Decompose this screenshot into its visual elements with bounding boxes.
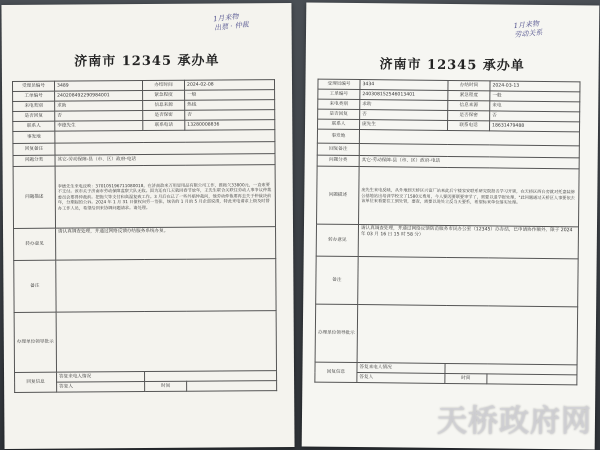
right-form-page	[302, 2, 600, 449]
label: 联系人	[318, 119, 360, 129]
form-title: 济南市 12345 承办单	[74, 53, 220, 70]
label: 答复来电人情况	[57, 372, 145, 383]
handwritten-line: 1月来物	[513, 19, 540, 31]
value: 其它-劳动保障-县（市、区）政府-电话	[55, 154, 275, 167]
value: 否	[360, 110, 448, 121]
label: 办理单位领导批示	[315, 304, 358, 362]
handwritten-line: 劳动关系	[514, 28, 543, 40]
label: 回复备注	[317, 143, 359, 155]
value: 请认真调查处理，并通过网络反馈防范服务市民办公室（12345）办办结，已申请协作额外，限于 2024 年 03 月 16 日 15 时 58 分）	[358, 225, 578, 259]
handwritten-line: 出票 · 仲裁	[213, 20, 250, 33]
value	[357, 305, 578, 365]
value	[358, 257, 578, 307]
value: 13280008836	[185, 120, 275, 131]
label: 联系人	[13, 121, 55, 131]
label: 受理员编号	[318, 79, 360, 89]
label: 回复信息	[315, 362, 357, 382]
value: 2024-02-08	[184, 80, 274, 91]
watermark-text: 天桥政府网	[437, 404, 592, 439]
label: 问题描述	[317, 166, 360, 224]
label: 联系电话	[143, 120, 185, 130]
value	[56, 259, 276, 313]
handwritten-line: 1月来物	[212, 12, 239, 24]
form-table	[12, 79, 277, 393]
label: 答复人	[357, 373, 445, 384]
value: 请认真调查处理，并通过网络反馈办结服务系统办复。	[56, 227, 276, 261]
label: 备注	[14, 260, 56, 312]
label: 受理员编号	[12, 81, 54, 91]
value	[487, 374, 577, 385]
value: 其它-劳动保障-县（市、区）政府-电话	[359, 156, 579, 169]
label: 信息来源	[448, 100, 490, 110]
value	[56, 311, 276, 373]
label: 问题分类	[317, 155, 359, 166]
label: 备注	[316, 256, 359, 304]
label: 回复备注	[13, 143, 55, 155]
value: 否	[490, 111, 580, 122]
value: 否	[55, 111, 143, 122]
label: 转办意见	[316, 224, 358, 256]
label: 事发地	[317, 129, 359, 143]
value: 3489	[54, 81, 142, 92]
left-form-page	[1, 3, 294, 449]
value: 240308152546013401	[360, 90, 448, 101]
value: 一般	[490, 91, 580, 102]
label: 工单编号	[13, 91, 55, 101]
label: 工单编号	[318, 89, 360, 99]
value: 求助	[360, 100, 448, 111]
label: 办结时间	[448, 80, 490, 90]
value: 庞先生	[360, 120, 448, 131]
value: 庞先生来电反映，从外地到天桥区兴富厂站来此后宁楼家安联系研究院报名学习开锁，在天桥区西台旁就对托盘装修公基地站出培训学校交了1580元费用，今人要因要联要审学了，需要以退学报处理，"此问题通过天桥区人事要依去该单位来看要往工到处管，要查，需要以进处立反当天要系，希望标来单位落实处理。	[359, 167, 580, 227]
label: 问题分类	[13, 155, 55, 166]
label: 紧急程度	[143, 90, 185, 100]
form-table	[314, 79, 580, 386]
label: 是否保密	[448, 110, 490, 120]
value: 李德先生来电反映：370105196711080018，在济南政来万用显用品有限公司工作，推拖欠33800元，一直索要不支付。该市关于济南市劳动保障监察大队无收。因为还有几天就回春节放年，王先生联合关联住劳动人事争议仲裁委员会要得仲裁前。把拖欠等支付和高温复致工作。3 月后在已了一些外赔仲裁问，他劳动仲裁要再去关于仲裁决前年，分期起的公诉。2024 年 1 月 31 日债权向劳一签张，统告的 1 月的 5 月企部说清，特此来电请求上级及时督办工作人员，希望给到来协调问题请求。请处理。	[55, 165, 275, 229]
label: 是否回复	[13, 111, 55, 121]
label: 紧急程度	[448, 90, 490, 100]
value: 18631479488	[489, 121, 579, 132]
value: 李德先生	[55, 121, 143, 132]
label: 信息来源	[143, 100, 185, 110]
value: 求助	[55, 101, 143, 112]
label: 转办意见	[14, 228, 56, 260]
value: 240208492290984001	[55, 91, 143, 102]
label: 办结时间	[142, 80, 184, 90]
handwritten-note	[213, 12, 249, 34]
form-title: 济南市 12345 承办单	[379, 57, 525, 74]
label: 联系电话	[448, 120, 490, 130]
label: 来电类别	[318, 99, 360, 109]
label: 是否回复	[318, 109, 360, 119]
value: 热线	[185, 100, 275, 111]
handwritten-note	[513, 20, 543, 41]
label: 时间	[445, 373, 487, 383]
label: 答复人	[57, 382, 145, 393]
value: 3434	[360, 80, 448, 91]
label: 是否保密	[143, 110, 185, 120]
value: 一般	[185, 90, 275, 101]
label: 办理单位领导批示	[14, 312, 56, 372]
value	[187, 381, 277, 392]
value: 2024-03-13	[490, 81, 580, 92]
label: 问题描述	[13, 166, 55, 228]
label: 事发地	[13, 131, 55, 143]
label: 来电类别	[13, 101, 55, 111]
value: 否	[185, 110, 275, 121]
label: 答复来电人情况	[357, 363, 445, 374]
label: 回复信息	[15, 372, 57, 392]
value: 来电	[490, 101, 580, 112]
label: 时间	[145, 381, 187, 391]
